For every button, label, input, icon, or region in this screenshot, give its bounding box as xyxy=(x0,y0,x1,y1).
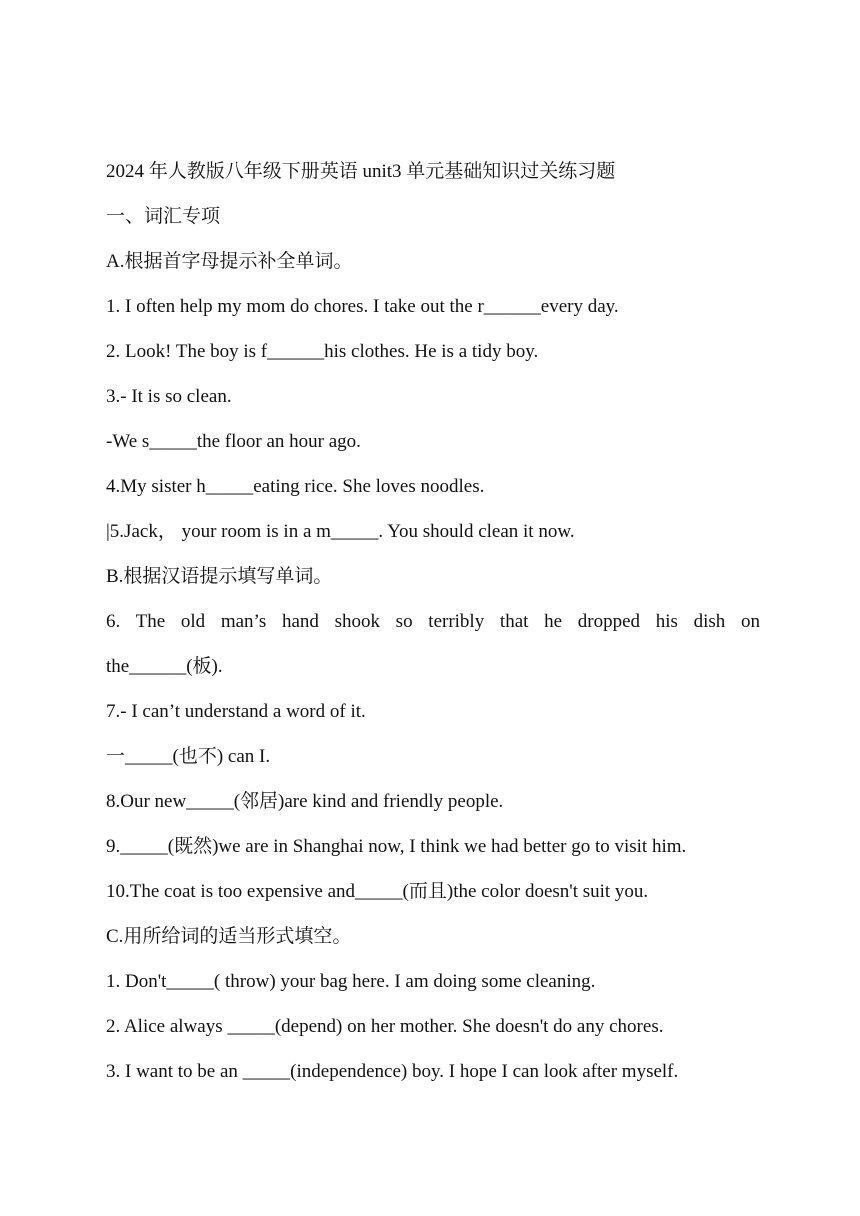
exercise-line: 7.- I can’t understand a word of it. xyxy=(106,701,366,722)
exercise-line: 10.The coat is too expensive and_____(而且)the color doesn't suit you. xyxy=(106,881,649,902)
part-b-heading: B.根据汉语提示填写单词。 xyxy=(106,566,333,587)
exercise-line: the______(板). xyxy=(106,656,223,677)
exercise-line: 4.My sister h_____eating rice. She loves noodles. xyxy=(106,476,485,497)
document-title: 2024 年人教版八年级下册英语 unit3 单元基础知识过关练习题 xyxy=(106,161,616,182)
exercise-line: 6. The old man’s hand shook so terribly that he dropped his dish on xyxy=(106,611,760,632)
part-a-heading: A.根据首字母提示补全单词。 xyxy=(106,251,353,272)
exercise-line: 3.- It is so clean. xyxy=(106,386,232,407)
exercise-line: 一_____(也不) can I. xyxy=(106,746,271,767)
exercise-line: |5.Jack， your room is in a m_____. You should clean it now. xyxy=(106,521,575,542)
exercise-line: 3. I want to be an _____(independence) boy. I hope I can look after myself. xyxy=(106,1061,679,1082)
part-c-heading: C.用所给词的适当形式填空。 xyxy=(106,926,352,947)
section-heading-vocabulary: 一、词汇专项 xyxy=(106,206,221,227)
exercise-line: -We s_____the floor an hour ago. xyxy=(106,431,361,452)
exercise-line: 2. Look! The boy is f______his clothes. He is a tidy boy. xyxy=(106,341,539,362)
exercise-line: 1. Don't_____( throw) your bag here. I am doing some cleaning. xyxy=(106,971,596,992)
exercise-line: 1. I often help my mom do chores. I take out the r______every day. xyxy=(106,296,619,317)
exercise-line: 9._____(既然)we are in Shanghai now, I think we had better go to visit him. xyxy=(106,836,687,857)
exercise-line: 2. Alice always _____(depend) on her mother. She doesn't do any chores. xyxy=(106,1016,664,1037)
exercise-line: 8.Our new_____(邻居)are kind and friendly people. xyxy=(106,791,504,812)
